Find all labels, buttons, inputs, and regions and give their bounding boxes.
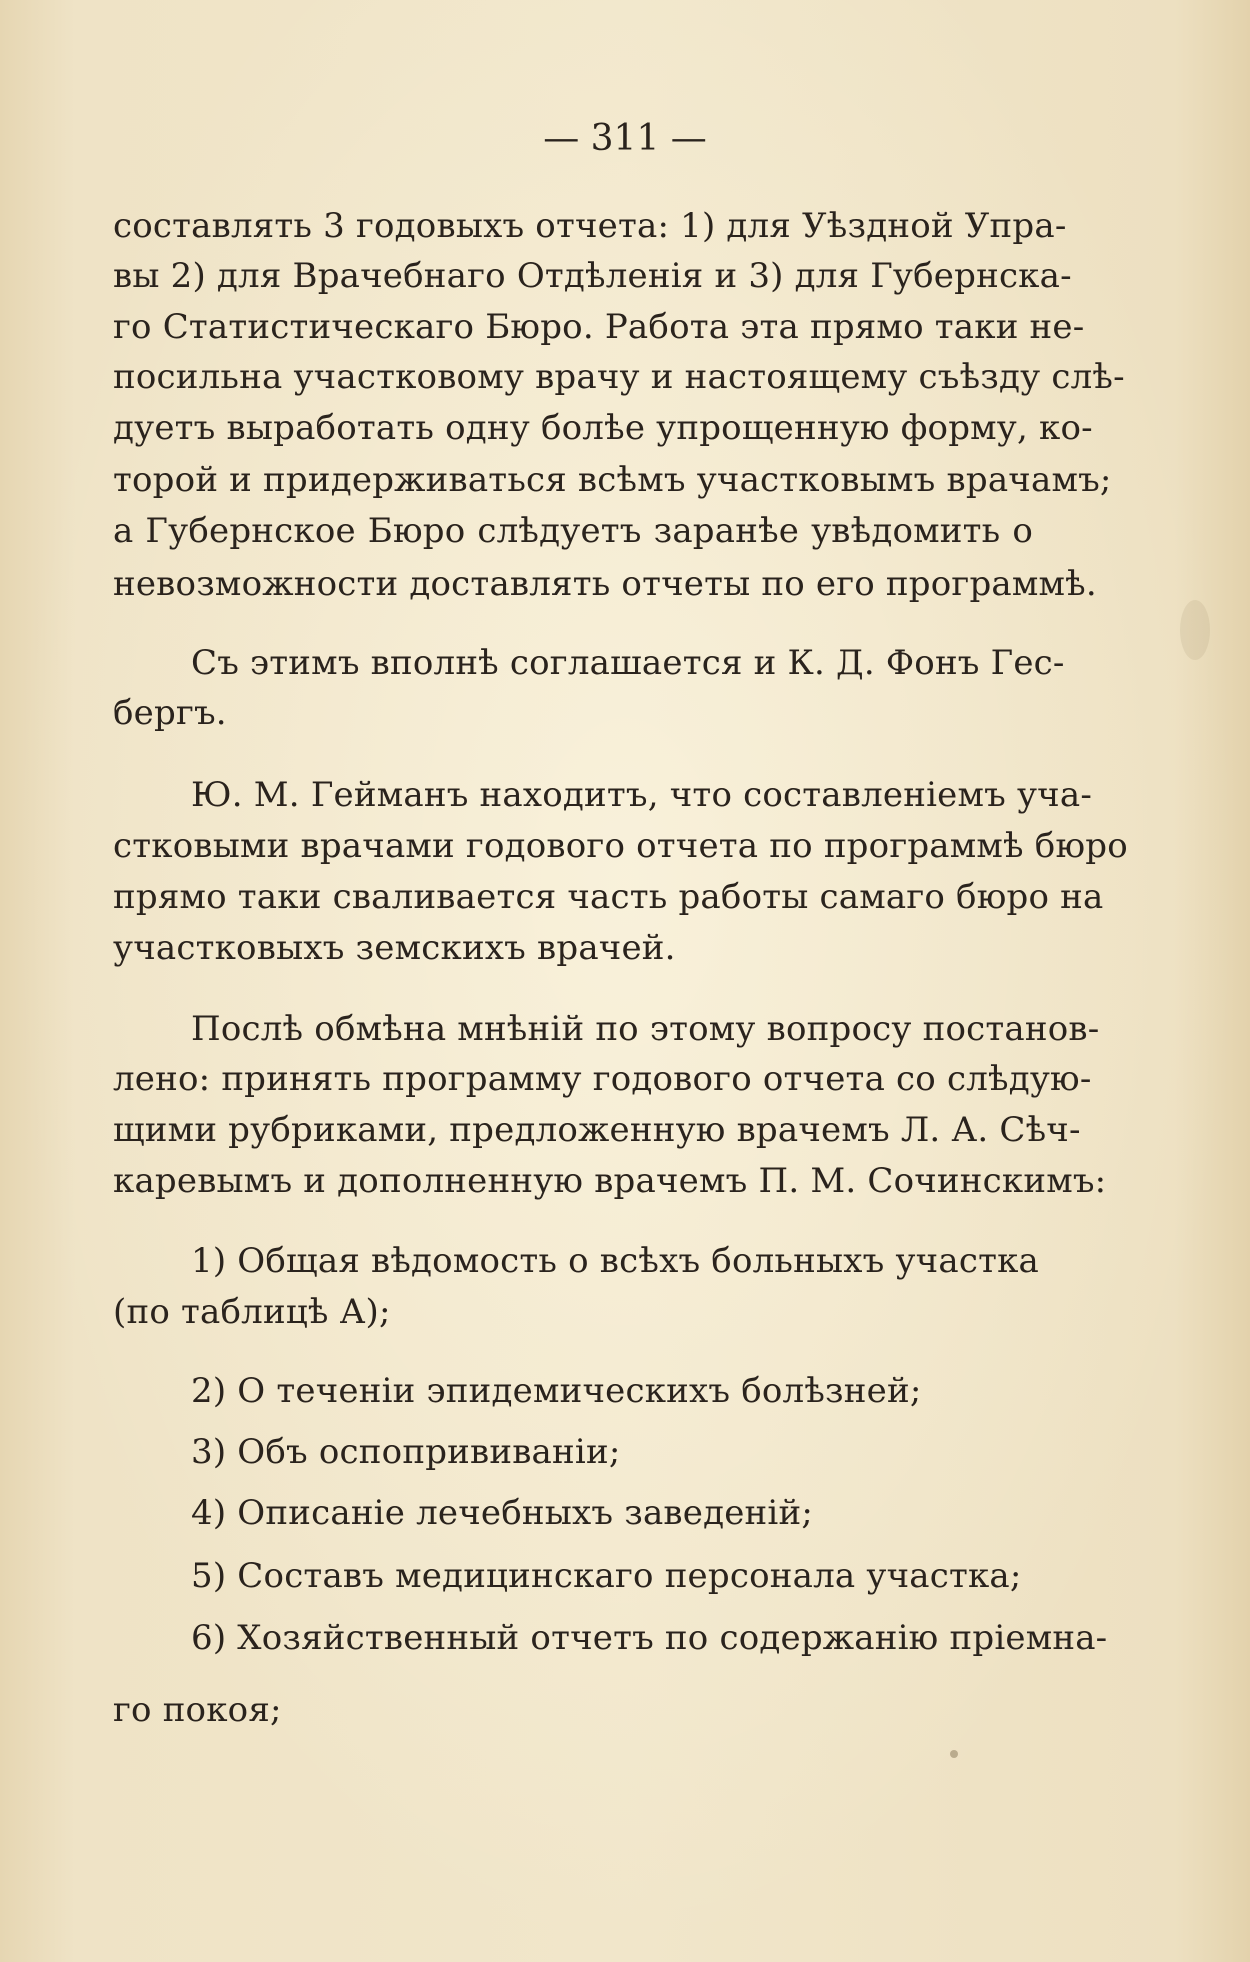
text-line: невозможности доставлять отчеты по его программѣ.: [113, 564, 1097, 604]
text-line: го Статистическаго Бюро. Работа эта прямо таки не-: [113, 307, 1085, 347]
text-line: лено: принять программу годового отчета со слѣдую-: [113, 1059, 1092, 1099]
text-line: торой и придерживаться всѣмъ участковымъ врачамъ;: [113, 460, 1112, 500]
text-line: дуетъ выработать одну болѣе упрощенную форму, ко-: [113, 408, 1093, 448]
text-line: Съ этимъ вполнѣ соглашается и К. Д. Фонъ Гес-: [191, 643, 1065, 683]
text-line: Послѣ обмѣна мнѣній по этому вопросу постанов-: [191, 1009, 1100, 1049]
paper-stain: [950, 1750, 958, 1758]
text-line: вы 2) для Врачебнаго Отдѣленія и 3) для Губернска-: [113, 256, 1072, 296]
list-item: 6) Хозяйственный отчетъ по содержанію пріемна-: [191, 1618, 1108, 1658]
list-item: 4) Описаніе лечебныхъ заведеній;: [191, 1493, 813, 1533]
text-line: бергъ.: [113, 693, 227, 733]
paper-stain: [1180, 600, 1210, 660]
text-line: прямо таки сваливается часть работы самаго бюро на: [113, 877, 1104, 917]
text-line: посильна участковому врачу и настоящему съѣзду слѣ-: [113, 357, 1125, 397]
text-line: участковыхъ земскихъ врачей.: [113, 928, 676, 968]
text-line: каревымъ и дополненную врачемъ П. М. Сочинскимъ:: [113, 1161, 1107, 1201]
text-line: составлять 3 годовыхъ отчета: 1) для Уѣздной Упра-: [113, 206, 1067, 246]
list-item: 1) Общая вѣдомость о всѣхъ больныхъ участка: [191, 1241, 1040, 1281]
text-line: го покоя;: [113, 1690, 282, 1730]
list-item: 5) Составъ медицинскаго персонала участка;: [191, 1556, 1022, 1596]
page-number: — 311 —: [543, 118, 707, 159]
text-line: а Губернское Бюро слѣдуетъ заранѣе увѣдомить о: [113, 511, 1033, 551]
list-item: 2) О теченіи эпидемическихъ болѣзней;: [191, 1371, 922, 1411]
text-line: Ю. М. Гейманъ находитъ, что составленіемъ уча-: [191, 775, 1093, 815]
list-item: 3) Объ оспопрививаніи;: [191, 1432, 621, 1472]
text-line: щими рубриками, предложенную врачемъ Л. А. Сѣч-: [113, 1110, 1081, 1150]
text-line: стковыми врачами годового отчета по программѣ бюро: [113, 826, 1128, 866]
text-line: (по таблицѣ А);: [113, 1292, 391, 1332]
